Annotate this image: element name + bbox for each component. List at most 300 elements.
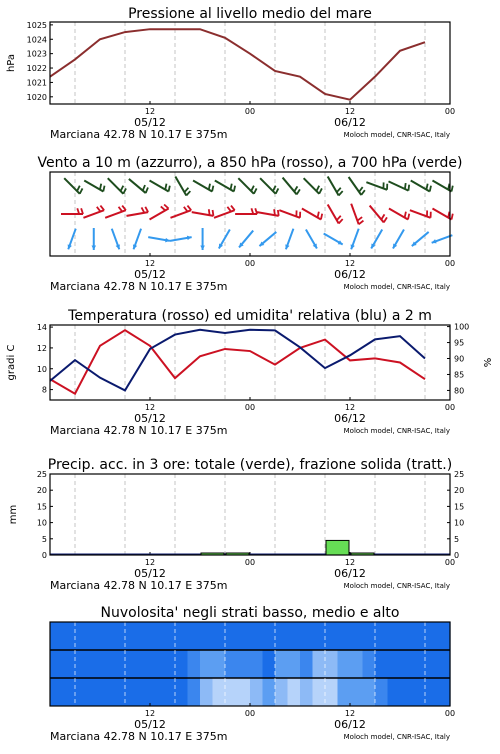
wind-barb — [260, 178, 278, 194]
y-tick-label: 25 — [37, 470, 47, 479]
barb-shaft — [328, 176, 339, 195]
day-label: 06/12 — [334, 567, 366, 580]
barb-shaft — [126, 212, 148, 216]
barb-shaft — [170, 210, 191, 218]
y-right-tick-label: 25 — [454, 470, 464, 479]
y-right-tick-label: 5 — [454, 535, 459, 544]
cloud-panel — [50, 605, 455, 743]
y-tick-label: 12 — [37, 344, 47, 353]
cloud-cell — [163, 678, 176, 706]
credit-label: Moloch model, CNR-ISAC, Italy — [344, 283, 450, 291]
wind-panel — [37, 155, 462, 293]
cloud-cell — [163, 650, 176, 678]
cloud-cell — [113, 678, 126, 706]
wind-barb — [105, 206, 126, 218]
cloud-cell — [225, 678, 238, 706]
y-right-tick-label: 20 — [454, 486, 464, 495]
wind-barb — [68, 229, 76, 250]
wind-barb — [61, 208, 83, 214]
x-tick-label: 00 — [245, 709, 255, 718]
cloud-cell — [75, 678, 88, 706]
y-right-tick-label: 90 — [454, 355, 464, 364]
y-tick-label: 1022 — [27, 64, 47, 73]
humidity-line — [50, 330, 425, 391]
x-tick-label: 12 — [345, 709, 355, 718]
cloud-cell — [50, 622, 63, 650]
y-right-tick-label: 85 — [454, 370, 464, 379]
wind-barb — [351, 204, 363, 225]
barb-shaft — [349, 177, 362, 195]
barb-feather — [143, 185, 145, 191]
cloud-cell — [275, 650, 288, 678]
barb-feather — [77, 186, 80, 191]
chart-title: Precip. acc. in 3 ore: totale (verde), frazione solida (tratt.) — [48, 457, 452, 473]
cloud-cell — [175, 622, 188, 650]
barb-feather — [146, 188, 148, 194]
y-right-axis-label: % — [483, 358, 494, 368]
barb-shaft — [150, 209, 169, 220]
wind-barb — [283, 178, 300, 195]
barb-feather — [103, 186, 104, 192]
wind-barb — [170, 206, 191, 218]
barb-feather — [161, 206, 165, 210]
wind-barb — [371, 229, 382, 248]
wind-barb — [351, 229, 359, 250]
chart-title: Temperatura (rosso) ed umidita' relativa (blu) a 2 m — [67, 308, 432, 324]
barb-feather — [121, 186, 124, 191]
wind-barb — [411, 181, 431, 192]
wind-barb — [133, 229, 141, 250]
x-tick-label: 00 — [445, 259, 455, 268]
cloud-cell — [275, 622, 288, 650]
y-right-tick-label: 0 — [454, 551, 459, 560]
cloud-cell — [100, 622, 113, 650]
wind-barb — [214, 206, 235, 218]
y-right-tick-label: 10 — [454, 519, 464, 528]
location-label: Marciana 42.78 N 10.17 E 375m — [50, 579, 227, 592]
plot-frame — [50, 325, 450, 400]
cloud-cell — [388, 622, 401, 650]
cloud-cell — [375, 678, 388, 706]
barb-feather — [316, 186, 319, 191]
x-tick-label: 12 — [145, 558, 155, 567]
chart-title: Nuvolosita' negli strati basso, medio e alto — [101, 605, 400, 621]
wind-barb — [412, 232, 429, 246]
barb-feather — [184, 207, 188, 212]
y-tick-label: 0 — [42, 551, 47, 560]
wind-barb — [259, 232, 276, 246]
cloud-cell — [325, 622, 338, 650]
cloud-cell — [300, 622, 313, 650]
barb-feather — [231, 184, 232, 190]
wind-barb — [389, 181, 410, 190]
barb-feather — [405, 183, 406, 189]
wind-barb — [91, 228, 96, 250]
barb-feather — [337, 188, 341, 192]
x-tick-label: 12 — [145, 259, 155, 268]
wind-barb — [64, 178, 82, 194]
barb-feather — [294, 186, 297, 191]
credit-label: Moloch model, CNR-ISAC, Italy — [344, 733, 450, 741]
plot-frame — [50, 22, 450, 104]
y-axis-label: mm — [8, 505, 19, 524]
wind-barb — [328, 176, 343, 195]
y-right-tick-label: 100 — [454, 323, 469, 332]
cloud-cell — [150, 650, 163, 678]
cloud-cell — [213, 678, 226, 706]
wind-barb — [192, 209, 214, 216]
barb-feather — [384, 217, 387, 222]
wind-arrow-head — [91, 246, 96, 250]
barb-shaft — [260, 178, 276, 194]
location-label: Marciana 42.78 N 10.17 E 375m — [50, 280, 227, 293]
barb-feather — [209, 209, 210, 215]
cloud-cell — [313, 678, 326, 706]
cloud-cell — [363, 678, 376, 706]
cloud-cell — [63, 678, 76, 706]
wind-barb — [349, 177, 365, 195]
x-tick-label: 00 — [245, 403, 255, 412]
cloud-cell — [375, 650, 388, 678]
barb-shaft — [105, 210, 126, 218]
barb-feather — [426, 184, 427, 190]
x-tick-label: 00 — [445, 558, 455, 567]
wind-barb — [193, 181, 213, 192]
barb-feather — [119, 207, 123, 212]
y-tick-label: 14 — [37, 323, 47, 332]
cloud-cell — [150, 678, 163, 706]
cloud-cell — [50, 650, 63, 678]
wind-barb — [170, 236, 192, 241]
cloud-cell — [225, 650, 238, 678]
cloud-cell — [300, 650, 313, 678]
barb-feather — [278, 210, 279, 216]
y-tick-label: 5 — [42, 535, 47, 544]
barb-feather — [339, 191, 343, 195]
wind-barb — [126, 207, 148, 216]
cloud-cell — [63, 650, 76, 678]
temperature-line — [50, 330, 425, 394]
cloud-cell — [338, 622, 351, 650]
barb-feather — [381, 214, 384, 219]
chart-title: Pressione al livello medio del mare — [128, 6, 372, 22]
day-label: 06/12 — [334, 412, 366, 425]
wind-barb — [328, 204, 343, 223]
cloud-cell — [438, 678, 451, 706]
cloud-cell — [325, 678, 338, 706]
wind-barb — [239, 231, 253, 248]
cloud-cell — [113, 650, 126, 678]
cloud-cell — [250, 650, 263, 678]
barb-feather — [276, 188, 279, 193]
x-tick-label: 00 — [445, 107, 455, 116]
barb-feather — [359, 187, 363, 192]
location-label: Marciana 42.78 N 10.17 E 375m — [50, 424, 227, 437]
cloud-cell — [438, 622, 451, 650]
barb-shaft — [304, 178, 320, 194]
wind-barb — [129, 179, 148, 193]
barb-shaft — [351, 204, 359, 225]
wind-barb — [112, 229, 120, 250]
wind-barb — [324, 234, 343, 245]
cloud-cell — [100, 650, 113, 678]
cloud-cell — [125, 650, 138, 678]
barb-feather — [213, 210, 214, 216]
cloud-cell — [225, 622, 238, 650]
wind-barb — [150, 181, 170, 192]
cloud-cell — [350, 622, 363, 650]
cloud-cell — [413, 650, 426, 678]
barb-shaft — [214, 210, 235, 218]
y-tick-label: 20 — [37, 486, 47, 495]
cloud-cell — [125, 622, 138, 650]
cloud-cell — [300, 678, 313, 706]
location-label: Marciana 42.78 N 10.17 E 375m — [50, 730, 227, 743]
cloud-cell — [363, 650, 376, 678]
barb-feather — [212, 186, 213, 192]
day-label: 05/12 — [134, 268, 166, 281]
x-tick-label: 00 — [245, 558, 255, 567]
x-tick-label: 12 — [345, 558, 355, 567]
cloud-cell — [250, 678, 263, 706]
pressure-line — [50, 29, 425, 99]
cloud-cell — [263, 622, 276, 650]
barb-shaft — [238, 178, 254, 194]
barb-shaft — [129, 179, 146, 193]
precip-bar — [326, 540, 349, 555]
x-tick-label: 12 — [145, 709, 155, 718]
barb-feather — [165, 184, 166, 190]
y-right-tick-label: 95 — [454, 339, 464, 348]
cloud-cell — [213, 650, 226, 678]
barb-feather — [169, 186, 170, 192]
barb-feather — [448, 212, 449, 218]
wind-barb — [257, 209, 279, 216]
cloud-cell — [388, 678, 401, 706]
cloud-cell — [400, 678, 413, 706]
credit-label: Moloch model, CNR-ISAC, Italy — [344, 582, 450, 590]
cloud-cell — [413, 622, 426, 650]
pressure-panel — [6, 6, 455, 141]
x-tick-label: 12 — [345, 259, 355, 268]
y-tick-label: 1025 — [27, 21, 47, 30]
cloud-cell — [200, 678, 213, 706]
x-tick-label: 12 — [345, 107, 355, 116]
x-tick-label: 00 — [245, 259, 255, 268]
wind-barb — [200, 228, 205, 250]
barb-shaft — [175, 176, 186, 195]
barb-feather — [359, 221, 364, 225]
cloud-cell — [425, 650, 438, 678]
barb-feather — [209, 184, 210, 190]
location-label: Marciana 42.78 N 10.17 E 375m — [50, 128, 227, 141]
cloud-cell — [350, 678, 363, 706]
barb-feather — [361, 190, 365, 195]
wind-barb — [83, 206, 104, 218]
cloud-cell — [263, 650, 276, 678]
cloud-cell — [138, 622, 151, 650]
barb-shaft — [83, 210, 104, 218]
barb-feather — [100, 206, 104, 211]
y-tick-label: 15 — [37, 502, 47, 511]
wind-barb — [175, 176, 190, 195]
cloud-cell — [400, 650, 413, 678]
cloud-cell — [125, 678, 138, 706]
y-tick-label: 1020 — [27, 93, 47, 102]
wind-barb — [235, 208, 257, 214]
barb-feather — [452, 186, 453, 192]
cloud-cell — [63, 622, 76, 650]
day-label: 06/12 — [334, 718, 366, 731]
barb-feather — [97, 207, 101, 212]
wind-barb — [306, 229, 317, 248]
cloud-cell — [163, 622, 176, 650]
barb-shaft — [328, 204, 339, 223]
wind-barb — [432, 235, 453, 243]
cloud-cell — [188, 678, 201, 706]
y-tick-label: 1021 — [27, 78, 47, 87]
chart-title: Vento a 10 m (azzurro), a 850 hPa (rosso), a 700 hPa (verde) — [37, 155, 462, 171]
wind-barb — [150, 204, 169, 219]
cloud-cell — [88, 622, 101, 650]
barb-feather — [231, 206, 235, 211]
barb-feather — [430, 186, 431, 192]
y-tick-label: 1024 — [27, 35, 47, 44]
cloud-cell — [88, 650, 101, 678]
y-tick-label: 10 — [37, 365, 47, 374]
cloud-cell — [213, 622, 226, 650]
x-tick-label: 12 — [145, 107, 155, 116]
cloud-cell — [138, 678, 151, 706]
day-label: 05/12 — [134, 718, 166, 731]
barb-feather — [145, 207, 148, 212]
wind-barb — [410, 210, 431, 218]
y-axis-label: gradi C — [6, 345, 17, 381]
wind-barb — [108, 178, 126, 194]
barb-feather — [319, 188, 322, 193]
barb-feather — [186, 191, 190, 195]
wind-barb — [370, 206, 387, 223]
barb-shaft — [64, 178, 80, 194]
cloud-cell — [75, 622, 88, 650]
cloud-cell — [438, 650, 451, 678]
cloud-cell — [388, 650, 401, 678]
barb-feather — [187, 206, 191, 211]
wind-barb — [285, 229, 293, 250]
day-label: 06/12 — [334, 268, 366, 281]
wind-barb — [389, 209, 409, 220]
cloud-cell — [175, 678, 188, 706]
x-tick-label: 12 — [145, 403, 155, 412]
barb-shaft — [108, 178, 124, 194]
barb-feather — [100, 184, 101, 190]
x-tick-label: 00 — [445, 403, 455, 412]
cloud-cell — [400, 622, 413, 650]
wind-barb — [279, 210, 300, 218]
barb-feather — [357, 217, 362, 221]
cloud-cell — [313, 622, 326, 650]
cloud-cell — [250, 622, 263, 650]
barb-feather — [80, 188, 83, 193]
cloud-cell — [238, 622, 251, 650]
cloud-cell — [275, 678, 288, 706]
wind-arrow-head — [200, 246, 205, 250]
y-right-tick-label: 15 — [454, 502, 464, 511]
barb-feather — [234, 186, 235, 192]
cloud-cell — [88, 678, 101, 706]
y-tick-label: 8 — [42, 386, 47, 395]
day-label: 05/12 — [134, 116, 166, 129]
x-tick-label: 12 — [345, 403, 355, 412]
barb-feather — [408, 185, 409, 191]
cloud-cell — [413, 678, 426, 706]
barb-shaft — [370, 206, 384, 223]
cloud-cell — [288, 622, 301, 650]
barb-feather — [297, 189, 300, 194]
barb-feather — [405, 212, 406, 218]
plot-frame — [50, 474, 450, 555]
cloud-cell — [75, 650, 88, 678]
cloud-cell — [188, 622, 201, 650]
cloud-cell — [425, 678, 438, 706]
credit-label: Moloch model, CNR-ISAC, Italy — [344, 427, 450, 435]
barb-feather — [321, 214, 322, 220]
cloud-cell — [200, 622, 213, 650]
cloud-cell — [313, 650, 326, 678]
wind-barb — [238, 178, 256, 194]
barb-feather — [184, 188, 188, 192]
precipitation-panel — [8, 457, 464, 592]
cloud-cell — [113, 622, 126, 650]
day-label: 06/12 — [334, 116, 366, 129]
wind-barb — [366, 182, 387, 190]
cloud-cell — [288, 678, 301, 706]
barb-feather — [254, 188, 257, 193]
cloud-cell — [200, 650, 213, 678]
cloud-cell — [100, 678, 113, 706]
y-tick-label: 1023 — [27, 50, 47, 59]
barb-feather — [339, 219, 343, 223]
cloud-cell — [50, 678, 63, 706]
cloud-cell — [288, 650, 301, 678]
wind-barb — [302, 209, 322, 220]
wind-barb — [393, 229, 404, 248]
cloud-cell — [425, 622, 438, 650]
day-label: 05/12 — [134, 567, 166, 580]
wind-barb — [219, 229, 230, 248]
cloud-cell — [338, 650, 351, 678]
wind-barb — [304, 178, 322, 194]
barb-feather — [448, 184, 449, 190]
cloud-cell — [238, 650, 251, 678]
x-tick-label: 00 — [445, 709, 455, 718]
cloud-cell — [338, 678, 351, 706]
cloud-cell — [175, 650, 188, 678]
barb-feather — [251, 186, 254, 191]
cloud-cell — [150, 622, 163, 650]
barb-feather — [337, 216, 341, 220]
temp-humidity-panel — [6, 308, 494, 437]
y-axis-label: hPa — [6, 54, 17, 72]
barb-feather — [452, 214, 453, 220]
wind-barb — [148, 237, 170, 242]
y-right-tick-label: 80 — [454, 386, 464, 395]
x-tick-label: 00 — [245, 107, 255, 116]
barb-feather — [408, 214, 409, 220]
barb-feather — [142, 207, 145, 212]
credit-label: Moloch model, CNR-ISAC, Italy — [344, 131, 450, 139]
wind-barb — [84, 181, 104, 192]
